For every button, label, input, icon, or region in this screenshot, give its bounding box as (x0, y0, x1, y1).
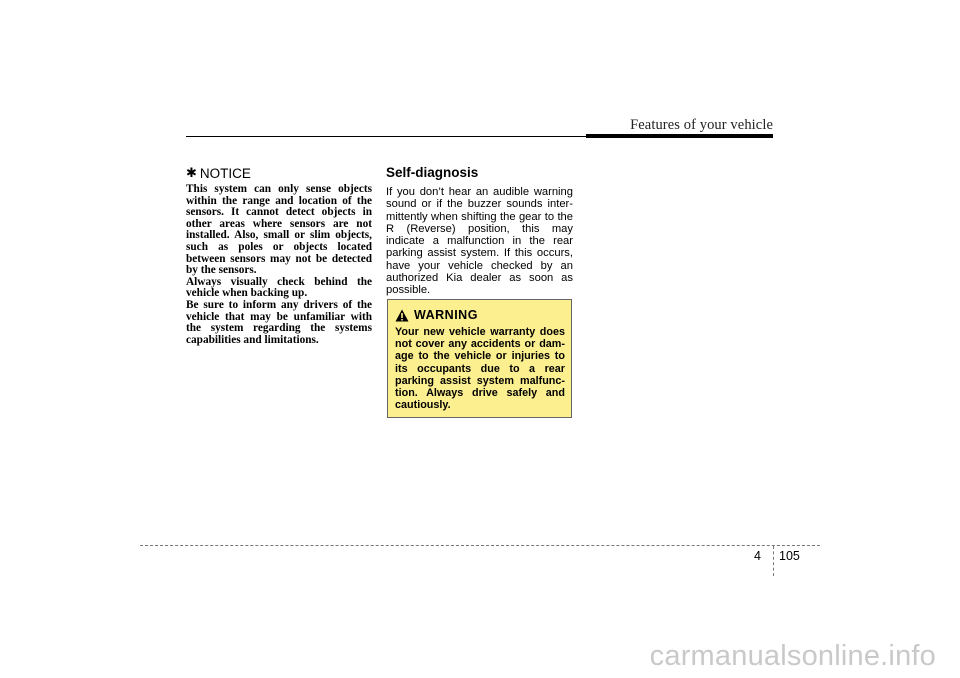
page-header-title: Features of your vehicle (630, 117, 773, 133)
notice-section (186, 165, 372, 346)
self-diagnosis-body: If you don’t hear an audible warning sound or if the buzzer sounds inter-mittently when shifting the gear to the R (Reverse) position, this may indicate a malfunction in the rear parking assist system. If this occurs, have your vehicle checked by an authorized Kia dealer as soon as possible. (386, 186, 573, 297)
notice-heading (186, 165, 372, 181)
notice-paragraph: This system can only sense objects within the range and location of the sensors. It cannot detect objects in other areas where sensors are not installed. Also, small or slim objects, such as poles or objects located between sensors may not be detected by the sensors. (186, 183, 372, 277)
watermark: carmanualsonline.info (649, 640, 936, 672)
warning-body: Your new vehicle warranty does not cover any accidents or dam-age to the vehicle or injuries to its occupants due to a rear parking assist system malfunc-tion. Always drive safely and cautiously. (395, 326, 565, 412)
warning-box (387, 299, 572, 418)
self-diagnosis-heading: Self-diagnosis (386, 165, 479, 180)
notice-heading-label: NOTICE (199, 165, 251, 181)
notice-body (186, 184, 372, 346)
notice-paragraph: Be sure to inform any drivers of the vehicle that may be unfamiliar with the system regarding the systems capabilities and limitations. (186, 298, 372, 346)
self-diagnosis-section (386, 165, 573, 297)
header-rule (186, 136, 586, 137)
warning-triangle-icon (395, 309, 409, 322)
cross-star-icon: ✱ (186, 165, 197, 180)
footer-dashed-rule (140, 545, 820, 546)
warning-heading (395, 308, 565, 322)
header-rule-accent (586, 134, 773, 138)
chapter-number: 4 (754, 549, 761, 563)
page-number: 105 (779, 549, 800, 563)
warning-heading-label: WARNING (414, 308, 478, 322)
footer-page-divider (773, 546, 774, 576)
notice-paragraph: Always visually check behind the vehicle when backing up. (186, 275, 372, 300)
